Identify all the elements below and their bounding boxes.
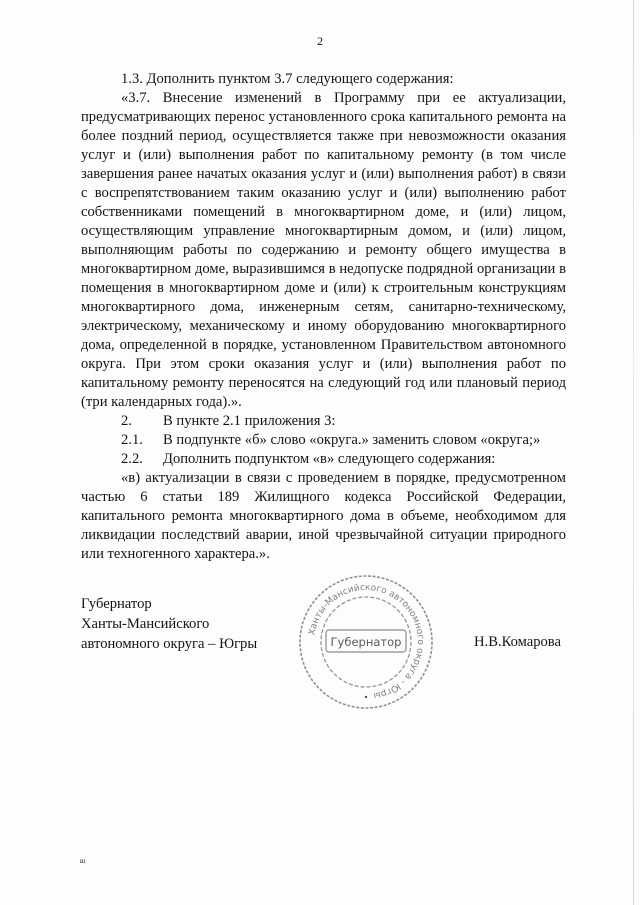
section-1-3-heading: 1.3. Дополнить пунктом 3.7 следующего содержания: bbox=[121, 71, 454, 87]
list-item bbox=[121, 431, 566, 450]
signature-title-line: автономного округа – Югры bbox=[81, 636, 258, 652]
list-item-number: 2.2. bbox=[121, 451, 143, 467]
document-body bbox=[81, 70, 566, 564]
signature-title bbox=[81, 594, 257, 654]
official-seal-stamp bbox=[296, 572, 436, 712]
page-number: 2 bbox=[317, 34, 323, 48]
list-item bbox=[121, 450, 566, 469]
page-edge-shadow bbox=[633, 0, 634, 905]
list-item-text: Дополнить подпунктом «в» следующего содержания: bbox=[163, 451, 496, 467]
stamp-center-text: Губернатор bbox=[330, 635, 402, 649]
list-item-number: 2.1. bbox=[121, 432, 143, 448]
list-item bbox=[121, 412, 566, 431]
signer-name: Н.В.Комарова bbox=[474, 634, 561, 650]
list-item-number: 2. bbox=[121, 413, 132, 429]
footer-mark: ш bbox=[80, 857, 86, 865]
subparagraph-v-text: «в) актуализации в связи с проведением в порядке, предусмотренном частью 6 статьи 189 Жилищного кодекса Российской Федерации, капитального ремонта многоквартирного дома в объеме, необходимом для ликвидации последствий аварии, иной чрезвычайной ситуации природного или техногенного характера.». bbox=[81, 470, 566, 562]
stamp-ring-text: Ханты-Мансийского автономного округа - Югры bbox=[307, 582, 426, 701]
signature-title-line: Губернатор bbox=[81, 596, 152, 612]
list-item-text: В подпункте «б» слово «округа.» заменить словом «округа;» bbox=[163, 432, 541, 448]
list-item-text: В пункте 2.1 приложения 3: bbox=[163, 413, 336, 429]
signature-title-line: Ханты-Мансийского bbox=[81, 616, 210, 632]
section-3-7-text: «3.7. Внесение изменений в Программу при ее актуализации, предусматривающих перенос установленного срока капитального ремонта на более поздний период, осуществляется также при невозможности оказания услуг и (или) выполнения работ по капитальному ремонту (в том числе завершения ранее начатых оказания услуг и (или) выполнения работ) в связи с воспрепятствованием таким оказанию услуг и (или) выполнению работ собственниками помещений в многоквартирном доме, и (или) лицом, осуществляющим управление многоквартирным домом, и (или) лицом, выполняющим работы по содержанию и ремонту общего имущества в многоквартирном доме, выразившимся в недопуске подрядной организации в помещения в многоквартирном доме и (или) к строительным конструкциям многоквартирного дома, инженерным сетям, санитарно-техническому, электрическому, механическому и иному оборудованию многоквартирного дома, определенной в порядке, установленном Правительством автономного округа. При этом сроки оказания услуг и (или) выполнения работ по капитальному ремонту переносятся на следующий год или плановый период (три календарных года).». bbox=[81, 90, 566, 410]
